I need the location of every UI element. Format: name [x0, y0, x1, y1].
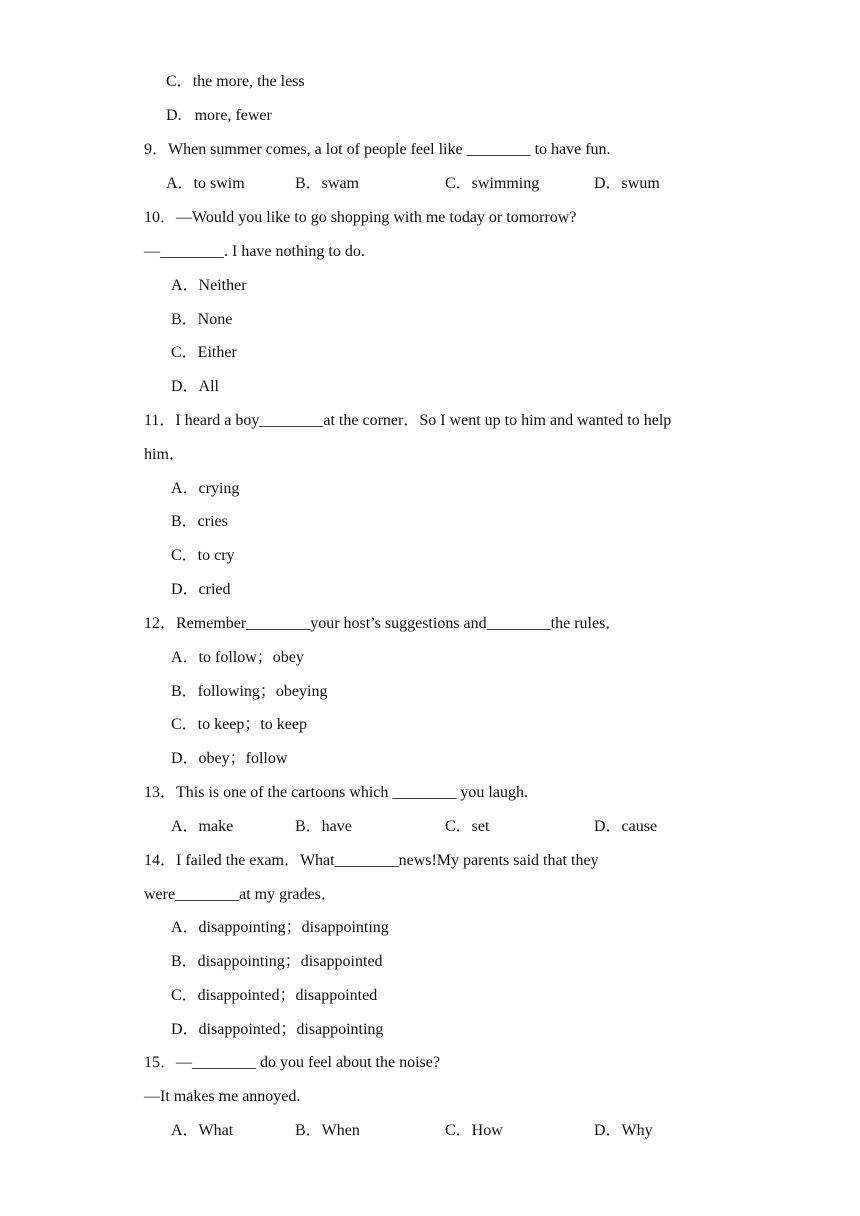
- question-11-stem-cont: him．: [144, 446, 185, 463]
- option-b: B．None: [171, 311, 233, 328]
- option-d: D．cried: [171, 581, 231, 598]
- option-d: D．cause: [594, 818, 658, 835]
- option-b: B．following；obeying: [171, 683, 328, 700]
- question-9-options: [0, 174, 860, 194]
- question-12-stem: 12．Remember________your host’s suggestions and________the rules．: [144, 615, 622, 632]
- option-d: D．swum: [594, 175, 660, 192]
- option-d: D．obey；follow: [171, 750, 288, 767]
- option-c: C．How: [445, 1122, 503, 1139]
- option-letter: C．: [166, 73, 193, 90]
- option-c: C．Either: [171, 344, 237, 361]
- option-b: B．cries: [171, 513, 228, 530]
- option-text: the more, the less: [192, 73, 305, 90]
- option-c: C．set: [445, 818, 490, 835]
- option-letter: D.: [166, 107, 182, 124]
- question-11-stem: 11．I heard a boy________at the corner．So I went up to him and wanted to help: [144, 412, 672, 429]
- question-14-stem: 14．I failed the exam．What________news!My parents said that they: [144, 852, 599, 869]
- option-a: A．to swim: [166, 175, 245, 192]
- option-d: [166, 106, 272, 126]
- option-a: A．to follow；obey: [171, 649, 304, 666]
- question-13-options: [0, 817, 860, 837]
- option-text: more, fewer: [194, 107, 272, 124]
- question-15-options: [0, 1121, 860, 1141]
- question-15-stem: 15．—________ do you feel about the noise?: [144, 1054, 440, 1071]
- option-c: C．to cry: [171, 547, 235, 564]
- question-10-stem: 10．—Would you like to go shopping with me today or tomorrow?: [144, 209, 577, 226]
- option-c: C．disappointed；disappointed: [171, 987, 378, 1004]
- option-a: A．make: [171, 818, 234, 835]
- question-13-stem: 13．This is one of the cartoons which ________ you laugh.: [144, 784, 528, 801]
- option-b: B．When: [295, 1122, 360, 1139]
- option-a: A．crying: [171, 480, 240, 497]
- option-a: A．Neither: [171, 277, 247, 294]
- option-a: A．disappointing；disappointing: [171, 919, 389, 936]
- option-a: A．What: [171, 1122, 234, 1139]
- option-c: C．swimming: [445, 175, 540, 192]
- question-10-stem-cont: —________. I have nothing to do.: [144, 243, 365, 260]
- question-14-stem-cont: were________at my grades．: [144, 886, 337, 903]
- option-c: [166, 72, 305, 92]
- option-d: D．Why: [594, 1122, 653, 1139]
- option-b: B．have: [295, 818, 352, 835]
- question-9-stem: 9．When summer comes, a lot of people feel like ________ to have fun.: [144, 141, 611, 158]
- option-c: C．to keep；to keep: [171, 716, 307, 733]
- option-b: B．swam: [295, 175, 360, 192]
- option-b: B．disappointing；disappointed: [171, 953, 383, 970]
- option-d: D．All: [171, 378, 220, 395]
- question-15-stem-cont: —It makes me annoyed.: [144, 1088, 301, 1105]
- option-d: D．disappointed；disappointing: [171, 1021, 384, 1038]
